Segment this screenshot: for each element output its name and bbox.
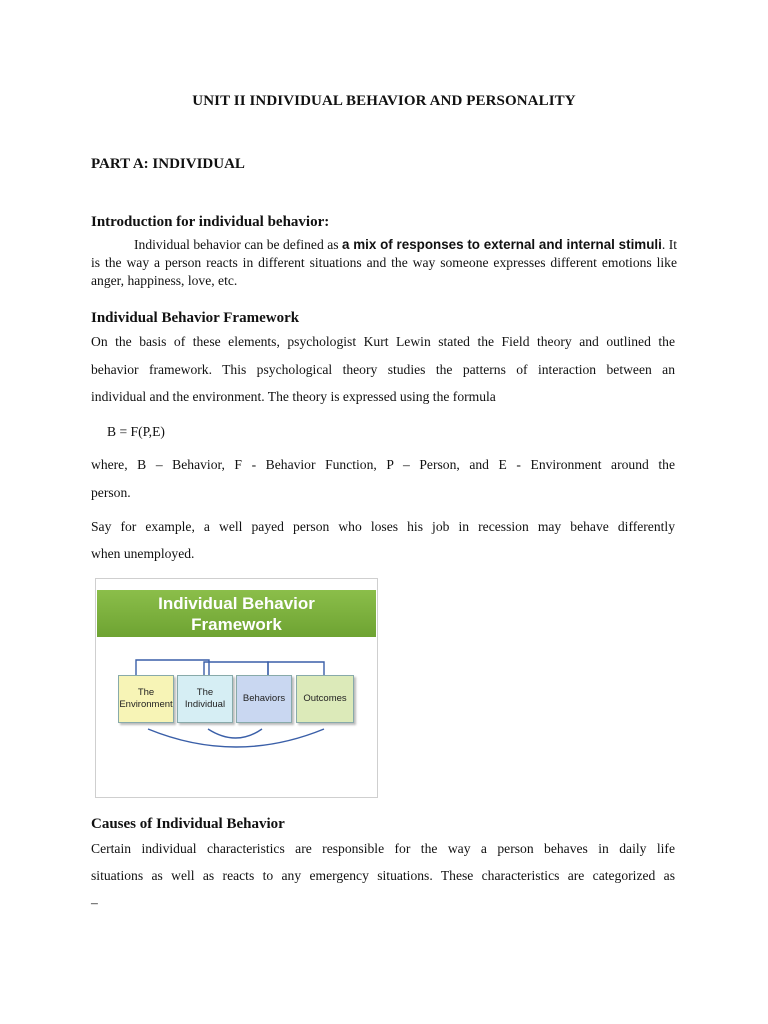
framework-line: behavior framework. This psychological theory studies the patterns of interaction between an	[91, 362, 675, 377]
framework-figure	[95, 578, 378, 798]
intro-text-2: . It is the way a person reacts in different situations and the way someone expresses different emotions like anger, happiness, love, etc.	[91, 237, 677, 288]
example-line: Say for example, a well payed person who loses his job in recession may behave differently	[91, 519, 675, 534]
box-environment	[118, 675, 174, 723]
page-title: UNIT II INDIVIDUAL BEHAVIOR AND PERSONALITY	[192, 93, 576, 109]
causes-line: Certain individual characteristics are responsible for the way a person behaves in daily life	[91, 841, 675, 856]
figure-title-line: Framework	[191, 615, 282, 634]
box-individual-label: The Individual	[184, 687, 226, 710]
figure-title-line: Individual Behavior	[158, 594, 315, 613]
intro-bold-text: a mix of responses to external and internal stimuli	[342, 237, 662, 252]
box-environment-label: The Environment	[119, 687, 173, 710]
framework-line: individual and the environment. The theory is expressed using the formula	[91, 389, 496, 404]
formula: B = F(P,E)	[107, 424, 165, 439]
framework-heading: Individual Behavior Framework	[91, 310, 300, 326]
connector-individual-behaviors	[204, 662, 268, 675]
connector-behaviors-outcomes	[268, 662, 324, 675]
connector-env-individual	[136, 660, 209, 675]
intro-text-1: Individual behavior can be defined as	[134, 237, 343, 252]
box-outcomes	[296, 675, 354, 723]
causes-line: –	[91, 895, 98, 910]
causes-heading: Causes of Individual Behavior	[91, 816, 285, 832]
causes-line: situations as well as reacts to any emergency situations. These characteristics are categorized as	[91, 868, 675, 883]
part-heading: PART A: INDIVIDUAL	[91, 156, 245, 172]
example-line: when unemployed.	[91, 546, 195, 561]
box-behaviors	[236, 675, 292, 723]
where-line: where, B – Behavior, F - Behavior Function, P – Person, and E - Environment around the	[91, 457, 675, 472]
framework-line: On the basis of these elements, psychologist Kurt Lewin stated the Field theory and outlined the	[91, 334, 675, 349]
intro-heading: Introduction for individual behavior:	[91, 214, 330, 230]
box-individual	[177, 675, 233, 723]
feedback-arc-inner	[208, 729, 262, 738]
box-outcomes-label: Outcomes	[303, 693, 347, 704]
box-behaviors-label: Behaviors	[242, 693, 286, 704]
where-line: person.	[91, 485, 131, 500]
intro-paragraph	[91, 236, 677, 290]
